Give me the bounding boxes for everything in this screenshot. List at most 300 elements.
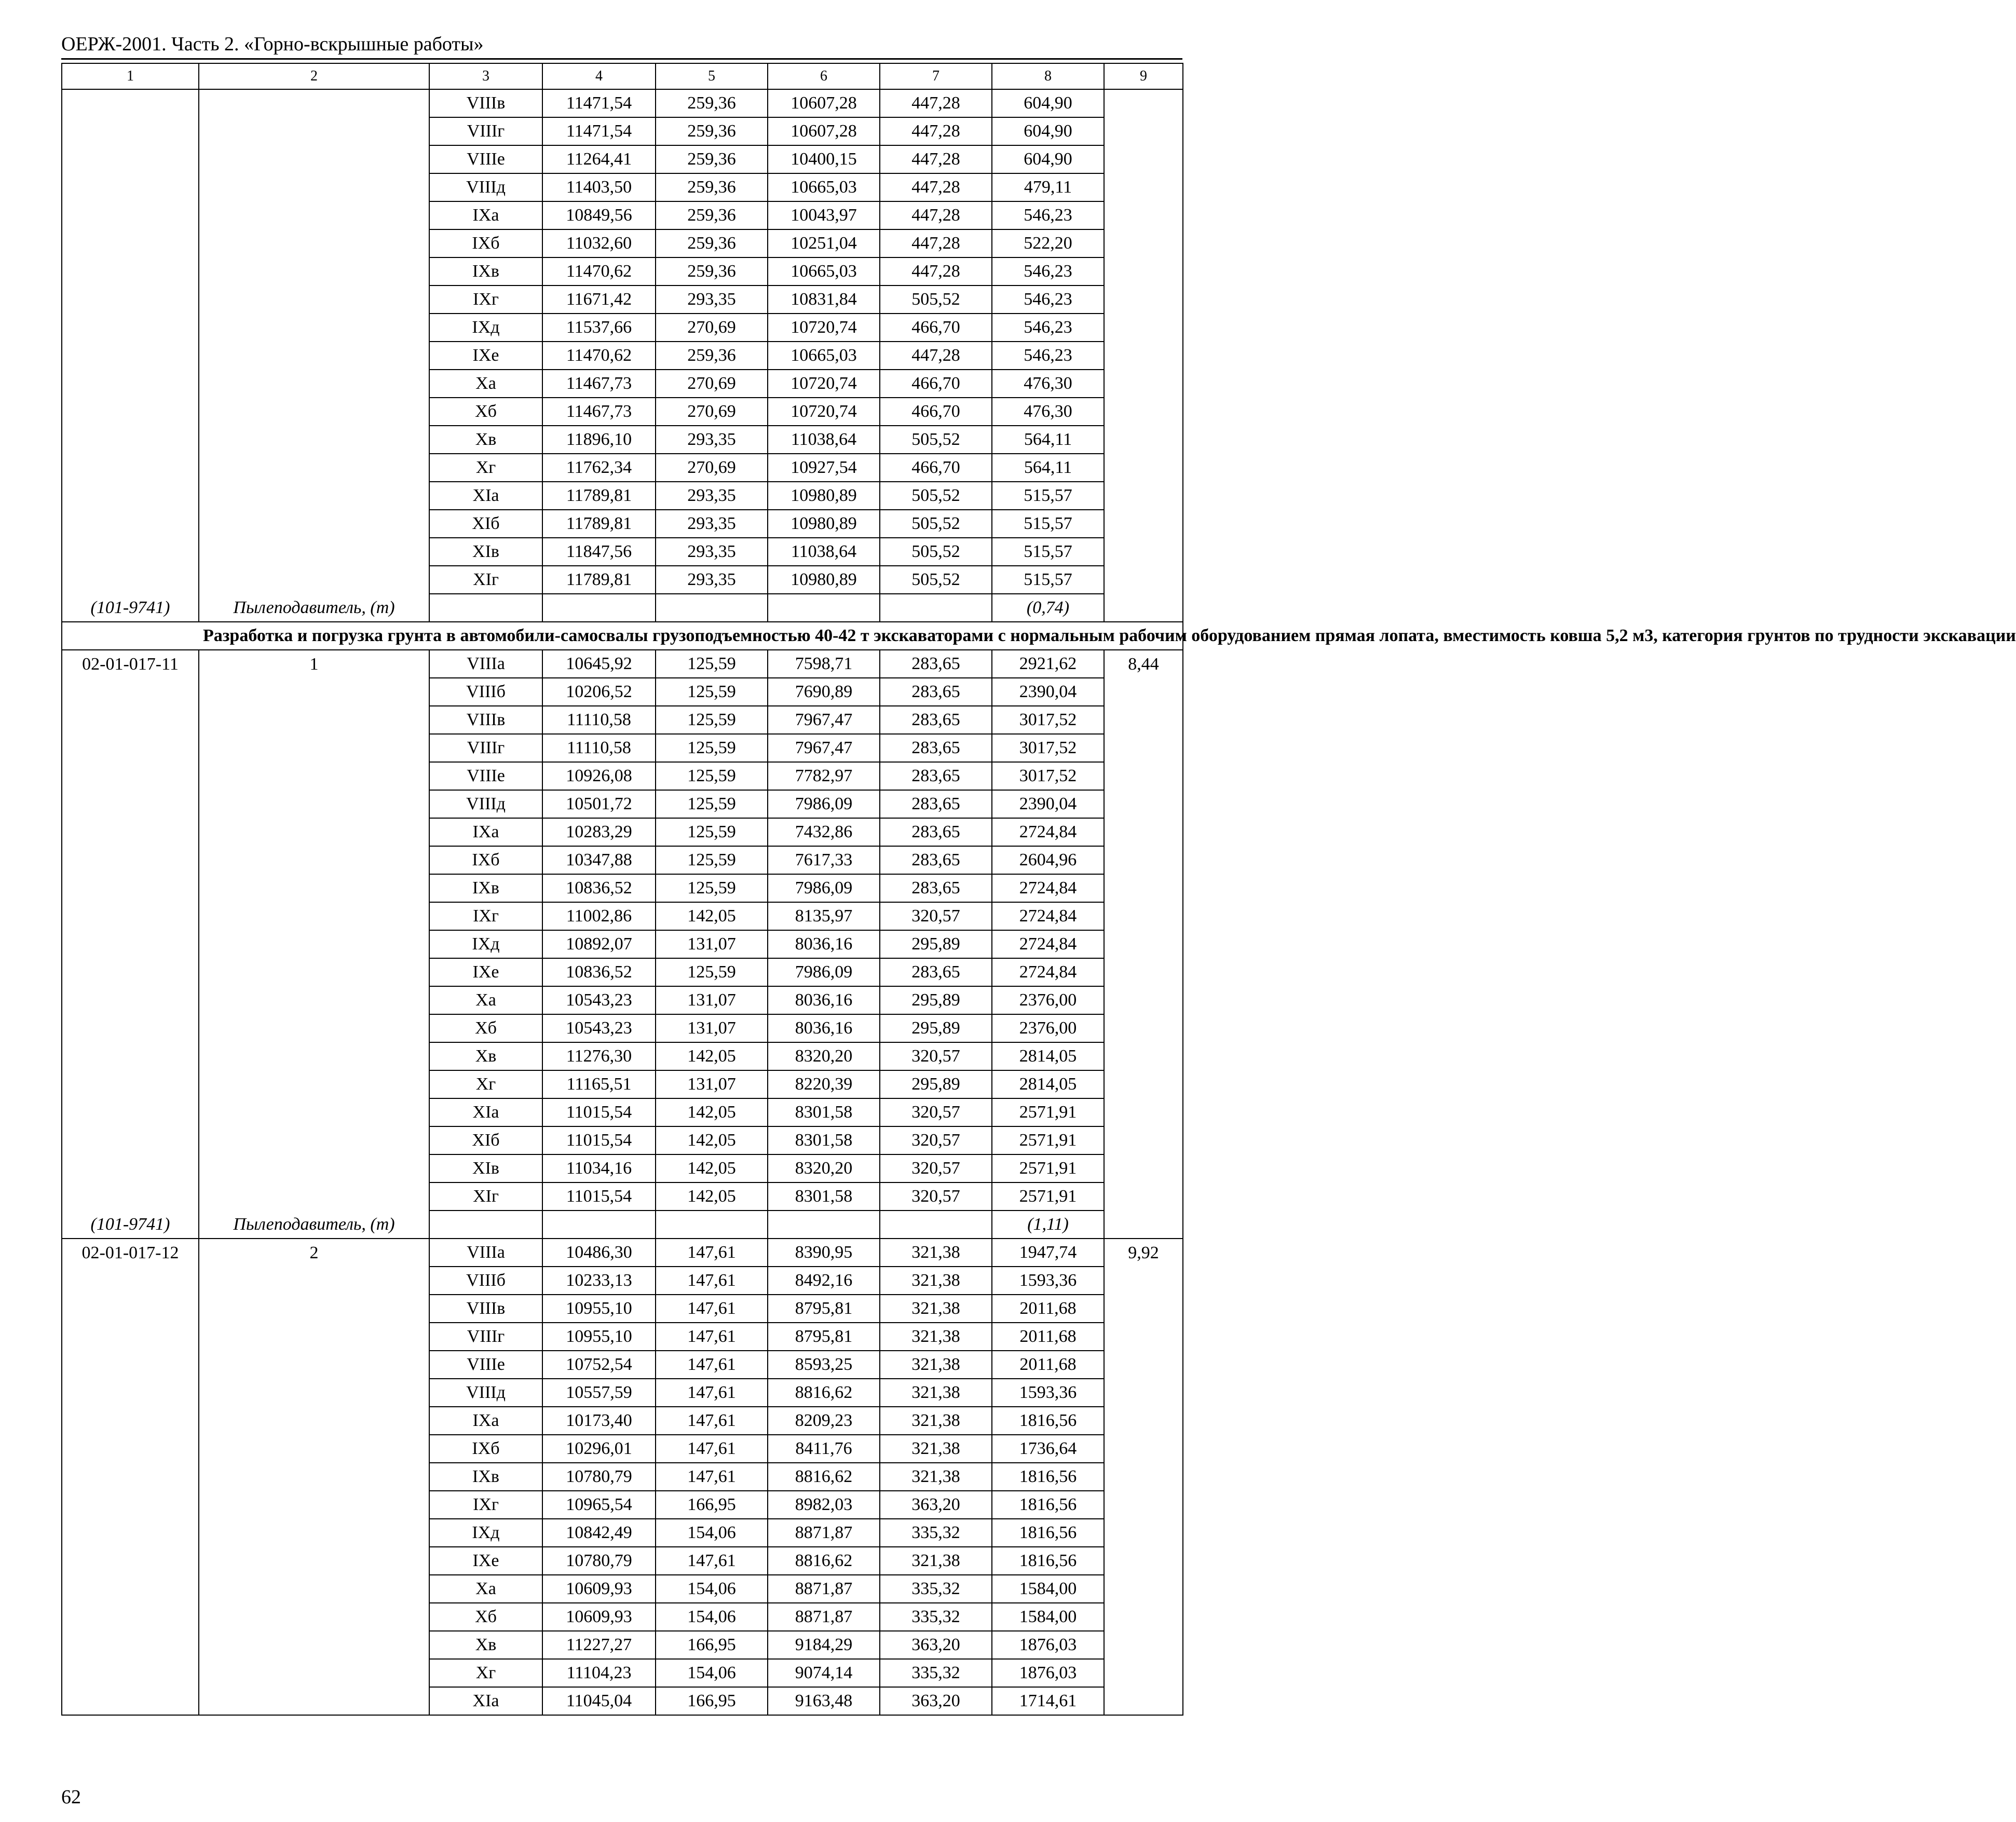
materials-cell: 2390,04 (992, 678, 1104, 706)
column-number: 4 (542, 63, 656, 89)
code-cell (62, 1154, 199, 1182)
category-cell (199, 229, 429, 257)
code-cell: 02-01-017-12 (62, 1239, 199, 1267)
machine-cost-cell: 10665,03 (768, 173, 880, 201)
rock-class-cell: IXа (429, 1407, 542, 1435)
operator-wages-cell: 447,28 (880, 201, 992, 229)
code-cell (62, 538, 199, 566)
wages-cell: 270,69 (656, 314, 768, 342)
machine-cost-cell: 10400,15 (768, 145, 880, 173)
machine-cost-cell: 10980,89 (768, 510, 880, 538)
category-cell (199, 1351, 429, 1379)
rock-class-cell: IXб (429, 229, 542, 257)
wages-cell: 259,36 (656, 257, 768, 285)
category-cell (199, 398, 429, 426)
wages-cell: 259,36 (656, 145, 768, 173)
code-cell (62, 846, 199, 874)
operator-wages-cell: 321,38 (880, 1435, 992, 1463)
wages-cell: 293,35 (656, 482, 768, 510)
rock-class-cell: XIа (429, 1098, 542, 1126)
machine-cost-cell: 10665,03 (768, 257, 880, 285)
operator-wages-cell: 321,38 (880, 1239, 992, 1267)
materials-cell: 1714,61 (992, 1687, 1104, 1715)
table-row (62, 1575, 1183, 1603)
code-cell: 02-01-017-11 (62, 650, 199, 678)
labor-cell (1104, 1126, 1183, 1154)
code-cell (62, 790, 199, 818)
rock-class-cell: XIв (429, 1154, 542, 1182)
wages-cell: 259,36 (656, 201, 768, 229)
wages-cell: 259,36 (656, 89, 768, 117)
machine-cost-cell: 8209,23 (768, 1407, 880, 1435)
code-cell (62, 1603, 199, 1631)
table-row (62, 650, 1183, 678)
category-cell (199, 1631, 429, 1659)
table-row (62, 201, 1183, 229)
operator-wages-cell: 335,32 (880, 1575, 992, 1603)
labor-cell (1104, 370, 1183, 398)
machine-cost-cell: 8816,62 (768, 1379, 880, 1407)
category-cell (199, 930, 429, 958)
total-cost-cell: 11264,41 (542, 145, 656, 173)
labor-cell (1104, 229, 1183, 257)
materials-cell: 546,23 (992, 342, 1104, 370)
category-cell (199, 1042, 429, 1070)
materials-cell: 515,57 (992, 566, 1104, 594)
materials-cell: 2814,05 (992, 1070, 1104, 1098)
wages-cell: 147,61 (656, 1379, 768, 1407)
category-cell (199, 1126, 429, 1154)
total-cost-cell: 10842,49 (542, 1519, 656, 1547)
resource-quantity-cell: (1,11) (992, 1211, 1104, 1239)
code-cell (62, 930, 199, 958)
total-cost-cell: 10173,40 (542, 1407, 656, 1435)
wages-cell: 147,61 (656, 1351, 768, 1379)
materials-cell: 1816,56 (992, 1407, 1104, 1435)
wages-cell: 259,36 (656, 229, 768, 257)
rock-class-cell: IXб (429, 1435, 542, 1463)
total-cost-cell: 10780,79 (542, 1547, 656, 1575)
column-number: 9 (1104, 63, 1183, 89)
operator-wages-cell: 295,89 (880, 1014, 992, 1042)
labor-cell (1104, 790, 1183, 818)
code-cell (62, 454, 199, 482)
category-cell (199, 1687, 429, 1715)
code-cell (62, 1435, 199, 1463)
materials-cell: 3017,52 (992, 762, 1104, 790)
category-cell (199, 818, 429, 846)
materials-cell: 546,23 (992, 314, 1104, 342)
table-row (62, 1463, 1183, 1491)
total-cost-cell: 11015,54 (542, 1098, 656, 1126)
table-row (62, 342, 1183, 370)
labor-cell (1104, 986, 1183, 1014)
labor-cell (1104, 846, 1183, 874)
category-cell (199, 762, 429, 790)
column-number: 6 (768, 63, 880, 89)
total-cost-cell: 10892,07 (542, 930, 656, 958)
labor-cell (1104, 1267, 1183, 1295)
operator-wages-cell: 320,57 (880, 902, 992, 930)
labor-cell (1104, 398, 1183, 426)
rock-class-cell: XIа (429, 482, 542, 510)
labor-cell (1104, 1154, 1183, 1182)
category-cell (199, 257, 429, 285)
table-row (62, 958, 1183, 986)
machine-cost-cell: 10980,89 (768, 566, 880, 594)
category-cell (199, 201, 429, 229)
labor-cell (1104, 734, 1183, 762)
table-row (62, 398, 1183, 426)
code-cell (62, 398, 199, 426)
column-number: 1 (62, 63, 199, 89)
labor-cell (1104, 1351, 1183, 1379)
category-cell (199, 1603, 429, 1631)
rock-class-cell: VIIIг (429, 734, 542, 762)
table-row (62, 1379, 1183, 1407)
machine-cost-cell: 8301,58 (768, 1126, 880, 1154)
operator-wages-cell: 447,28 (880, 89, 992, 117)
machine-cost-cell: 7986,09 (768, 874, 880, 902)
category-cell: 1 (199, 650, 429, 678)
category-cell (199, 454, 429, 482)
wages-cell: 147,61 (656, 1323, 768, 1351)
wages-cell: 293,35 (656, 538, 768, 566)
operator-wages-cell: 505,52 (880, 538, 992, 566)
wages-cell: 147,61 (656, 1547, 768, 1575)
table-row (62, 1295, 1183, 1323)
materials-cell: 2921,62 (992, 650, 1104, 678)
rock-class-cell: Xг (429, 1070, 542, 1098)
table-row (62, 1519, 1183, 1547)
materials-cell: 515,57 (992, 538, 1104, 566)
rock-class-cell: IXе (429, 1547, 542, 1575)
rock-class-cell: Xв (429, 426, 542, 454)
wages-cell: 147,61 (656, 1407, 768, 1435)
code-cell (62, 1014, 199, 1042)
code-cell (62, 1323, 199, 1351)
rock-class-cell: Xа (429, 986, 542, 1014)
materials-cell: 2571,91 (992, 1098, 1104, 1126)
code-cell (62, 734, 199, 762)
total-cost-cell: 10752,54 (542, 1351, 656, 1379)
wages-cell: 142,05 (656, 1126, 768, 1154)
operator-wages-cell: 283,65 (880, 762, 992, 790)
rock-class-cell: Xг (429, 454, 542, 482)
machine-cost-cell: 11038,64 (768, 426, 880, 454)
empty-cell (768, 594, 880, 622)
total-cost-cell: 10486,30 (542, 1239, 656, 1267)
materials-cell: 476,30 (992, 398, 1104, 426)
machine-cost-cell: 10720,74 (768, 370, 880, 398)
machine-cost-cell: 8220,39 (768, 1070, 880, 1098)
code-cell (62, 1519, 199, 1547)
machine-cost-cell: 8301,58 (768, 1182, 880, 1211)
total-cost-cell: 11110,58 (542, 734, 656, 762)
total-cost-cell: 10836,52 (542, 958, 656, 986)
labor-cell (1104, 173, 1183, 201)
labor-cell (1104, 342, 1183, 370)
machine-cost-cell: 8320,20 (768, 1042, 880, 1070)
operator-wages-cell: 321,38 (880, 1379, 992, 1407)
category-cell (199, 1323, 429, 1351)
category-cell (199, 790, 429, 818)
total-cost-cell: 11470,62 (542, 257, 656, 285)
operator-wages-cell: 335,32 (880, 1603, 992, 1631)
materials-cell: 1816,56 (992, 1519, 1104, 1547)
rock-class-cell: Xб (429, 1603, 542, 1631)
total-cost-cell: 10955,10 (542, 1323, 656, 1351)
rock-class-cell: Xв (429, 1042, 542, 1070)
code-cell (62, 1042, 199, 1070)
empty-cell (656, 594, 768, 622)
code-cell (62, 1182, 199, 1211)
code-cell (62, 1491, 199, 1519)
table-row (62, 1070, 1183, 1098)
materials-cell: 2390,04 (992, 790, 1104, 818)
code-cell (62, 510, 199, 538)
code-cell (62, 1098, 199, 1126)
rock-class-cell: Xа (429, 1575, 542, 1603)
machine-cost-cell: 9163,48 (768, 1687, 880, 1715)
total-cost-cell: 10849,56 (542, 201, 656, 229)
materials-cell: 479,11 (992, 173, 1104, 201)
machine-cost-cell: 10607,28 (768, 117, 880, 145)
operator-wages-cell: 447,28 (880, 173, 992, 201)
wages-cell: 125,59 (656, 678, 768, 706)
materials-cell: 3017,52 (992, 734, 1104, 762)
labor-cell (1104, 1519, 1183, 1547)
table-row (62, 762, 1183, 790)
wages-cell: 293,35 (656, 426, 768, 454)
total-cost-cell: 10836,52 (542, 874, 656, 902)
code-cell (62, 1070, 199, 1098)
wages-cell: 293,35 (656, 285, 768, 314)
column-number: 5 (656, 63, 768, 89)
labor-cell (1104, 1070, 1183, 1098)
table-row (62, 930, 1183, 958)
table-row (62, 874, 1183, 902)
rock-class-cell: IXв (429, 257, 542, 285)
category-cell (199, 510, 429, 538)
table-row (62, 145, 1183, 173)
code-cell (62, 874, 199, 902)
category-cell (199, 986, 429, 1014)
category-cell (199, 1463, 429, 1491)
rock-class-cell: IXд (429, 930, 542, 958)
machine-cost-cell: 7967,47 (768, 706, 880, 734)
machine-cost-cell: 7782,97 (768, 762, 880, 790)
materials-cell: 2724,84 (992, 818, 1104, 846)
category-cell (199, 1379, 429, 1407)
code-cell (62, 1351, 199, 1379)
machine-cost-cell: 8135,97 (768, 902, 880, 930)
column-number: 8 (992, 63, 1104, 89)
wages-cell: 125,59 (656, 958, 768, 986)
rock-class-cell: Xг (429, 1659, 542, 1687)
code-cell (62, 370, 199, 398)
empty-cell (542, 1211, 656, 1239)
operator-wages-cell: 505,52 (880, 510, 992, 538)
materials-cell: 1816,56 (992, 1463, 1104, 1491)
rock-class-cell: VIIIе (429, 1351, 542, 1379)
category-cell (199, 958, 429, 986)
materials-cell: 2571,91 (992, 1182, 1104, 1211)
table-row (62, 426, 1183, 454)
rock-class-cell: VIIIа (429, 650, 542, 678)
code-cell (62, 173, 199, 201)
wages-cell: 166,95 (656, 1491, 768, 1519)
code-cell (62, 986, 199, 1014)
empty-cell (542, 594, 656, 622)
operator-wages-cell: 283,65 (880, 874, 992, 902)
category-cell (199, 1014, 429, 1042)
rock-class-cell: Xв (429, 1631, 542, 1659)
code-cell (62, 201, 199, 229)
code-cell (62, 818, 199, 846)
category-cell (199, 1267, 429, 1295)
materials-cell: 564,11 (992, 454, 1104, 482)
wages-cell: 270,69 (656, 398, 768, 426)
category-cell (199, 173, 429, 201)
labor-cell (1104, 566, 1183, 594)
table-row (62, 314, 1183, 342)
materials-cell: 2571,91 (992, 1126, 1104, 1154)
labor-cell: 9,92 (1104, 1239, 1183, 1267)
code-cell (62, 1575, 199, 1603)
empty-cell (1104, 1211, 1183, 1239)
category-cell (199, 678, 429, 706)
operator-wages-cell: 283,65 (880, 650, 992, 678)
code-cell (62, 257, 199, 285)
wages-cell: 166,95 (656, 1631, 768, 1659)
operator-wages-cell: 447,28 (880, 229, 992, 257)
category-cell (199, 1659, 429, 1687)
rock-class-cell: IXд (429, 1519, 542, 1547)
machine-cost-cell: 7690,89 (768, 678, 880, 706)
wages-cell: 293,35 (656, 566, 768, 594)
wages-cell: 259,36 (656, 342, 768, 370)
total-cost-cell: 10609,93 (542, 1603, 656, 1631)
category-cell (199, 1435, 429, 1463)
labor-cell (1104, 1182, 1183, 1211)
labor-cell: 8,44 (1104, 650, 1183, 678)
labor-cell (1104, 1631, 1183, 1659)
rock-class-cell: IXг (429, 902, 542, 930)
rock-class-cell: VIIIе (429, 762, 542, 790)
category-cell (199, 734, 429, 762)
code-cell (62, 1463, 199, 1491)
machine-cost-cell: 8036,16 (768, 986, 880, 1014)
section-title-row (62, 622, 1183, 650)
machine-cost-cell: 8871,87 (768, 1519, 880, 1547)
materials-cell: 546,23 (992, 201, 1104, 229)
materials-cell: 522,20 (992, 229, 1104, 257)
total-cost-cell: 11165,51 (542, 1070, 656, 1098)
category-cell (199, 1182, 429, 1211)
empty-cell (880, 594, 992, 622)
total-cost-cell: 11045,04 (542, 1687, 656, 1715)
materials-cell: 476,30 (992, 370, 1104, 398)
total-cost-cell: 11015,54 (542, 1126, 656, 1154)
operator-wages-cell: 505,52 (880, 426, 992, 454)
table-row (62, 1351, 1183, 1379)
table-row (62, 1435, 1183, 1463)
total-cost-cell: 10965,54 (542, 1491, 656, 1519)
category-cell (199, 1295, 429, 1323)
table-row (62, 370, 1183, 398)
category-cell (199, 145, 429, 173)
machine-cost-cell: 8871,87 (768, 1603, 880, 1631)
operator-wages-cell: 321,38 (880, 1267, 992, 1295)
wages-cell: 154,06 (656, 1519, 768, 1547)
total-cost-cell: 10609,93 (542, 1575, 656, 1603)
table-row (62, 1098, 1183, 1126)
wages-cell: 125,59 (656, 846, 768, 874)
operator-wages-cell: 321,38 (880, 1351, 992, 1379)
rock-class-cell: IXб (429, 846, 542, 874)
materials-cell: 3017,52 (992, 706, 1104, 734)
table-row (62, 1659, 1183, 1687)
operator-wages-cell: 505,52 (880, 482, 992, 510)
table-row (62, 1603, 1183, 1631)
code-cell (62, 117, 199, 145)
operator-wages-cell: 295,89 (880, 930, 992, 958)
total-cost-cell: 10543,23 (542, 986, 656, 1014)
category-cell (199, 566, 429, 594)
operator-wages-cell: 363,20 (880, 1631, 992, 1659)
code-cell (62, 426, 199, 454)
total-cost-cell: 10543,23 (542, 1014, 656, 1042)
labor-cell (1104, 1603, 1183, 1631)
table-row (62, 818, 1183, 846)
labor-cell (1104, 1323, 1183, 1351)
category-cell (199, 1547, 429, 1575)
code-cell (62, 145, 199, 173)
operator-wages-cell: 283,65 (880, 678, 992, 706)
wages-cell: 125,59 (656, 706, 768, 734)
rock-class-cell: Xб (429, 1014, 542, 1042)
materials-cell: 2376,00 (992, 1014, 1104, 1042)
category-cell (199, 902, 429, 930)
labor-cell (1104, 902, 1183, 930)
total-cost-cell: 10557,59 (542, 1379, 656, 1407)
labor-cell (1104, 762, 1183, 790)
labor-cell (1104, 482, 1183, 510)
operator-wages-cell: 283,65 (880, 846, 992, 874)
wages-cell: 147,61 (656, 1295, 768, 1323)
operator-wages-cell: 321,38 (880, 1547, 992, 1575)
empty-cell (62, 622, 199, 650)
resource-name-cell: Пылеподавитель, (т) (199, 1211, 429, 1239)
table-row (62, 1687, 1183, 1715)
operator-wages-cell: 505,52 (880, 566, 992, 594)
machine-cost-cell: 10251,04 (768, 229, 880, 257)
machine-cost-cell: 7432,86 (768, 818, 880, 846)
total-cost-cell: 11537,66 (542, 314, 656, 342)
rock-class-cell: Xб (429, 398, 542, 426)
rock-class-cell: VIIIв (429, 89, 542, 117)
machine-cost-cell: 8301,58 (768, 1098, 880, 1126)
empty-cell (429, 594, 542, 622)
rock-class-cell: XIв (429, 538, 542, 566)
column-number-row (62, 63, 1183, 89)
code-cell (62, 1126, 199, 1154)
machine-cost-cell: 11038,64 (768, 538, 880, 566)
wages-cell: 147,61 (656, 1267, 768, 1295)
wages-cell: 154,06 (656, 1575, 768, 1603)
table-row (62, 1491, 1183, 1519)
